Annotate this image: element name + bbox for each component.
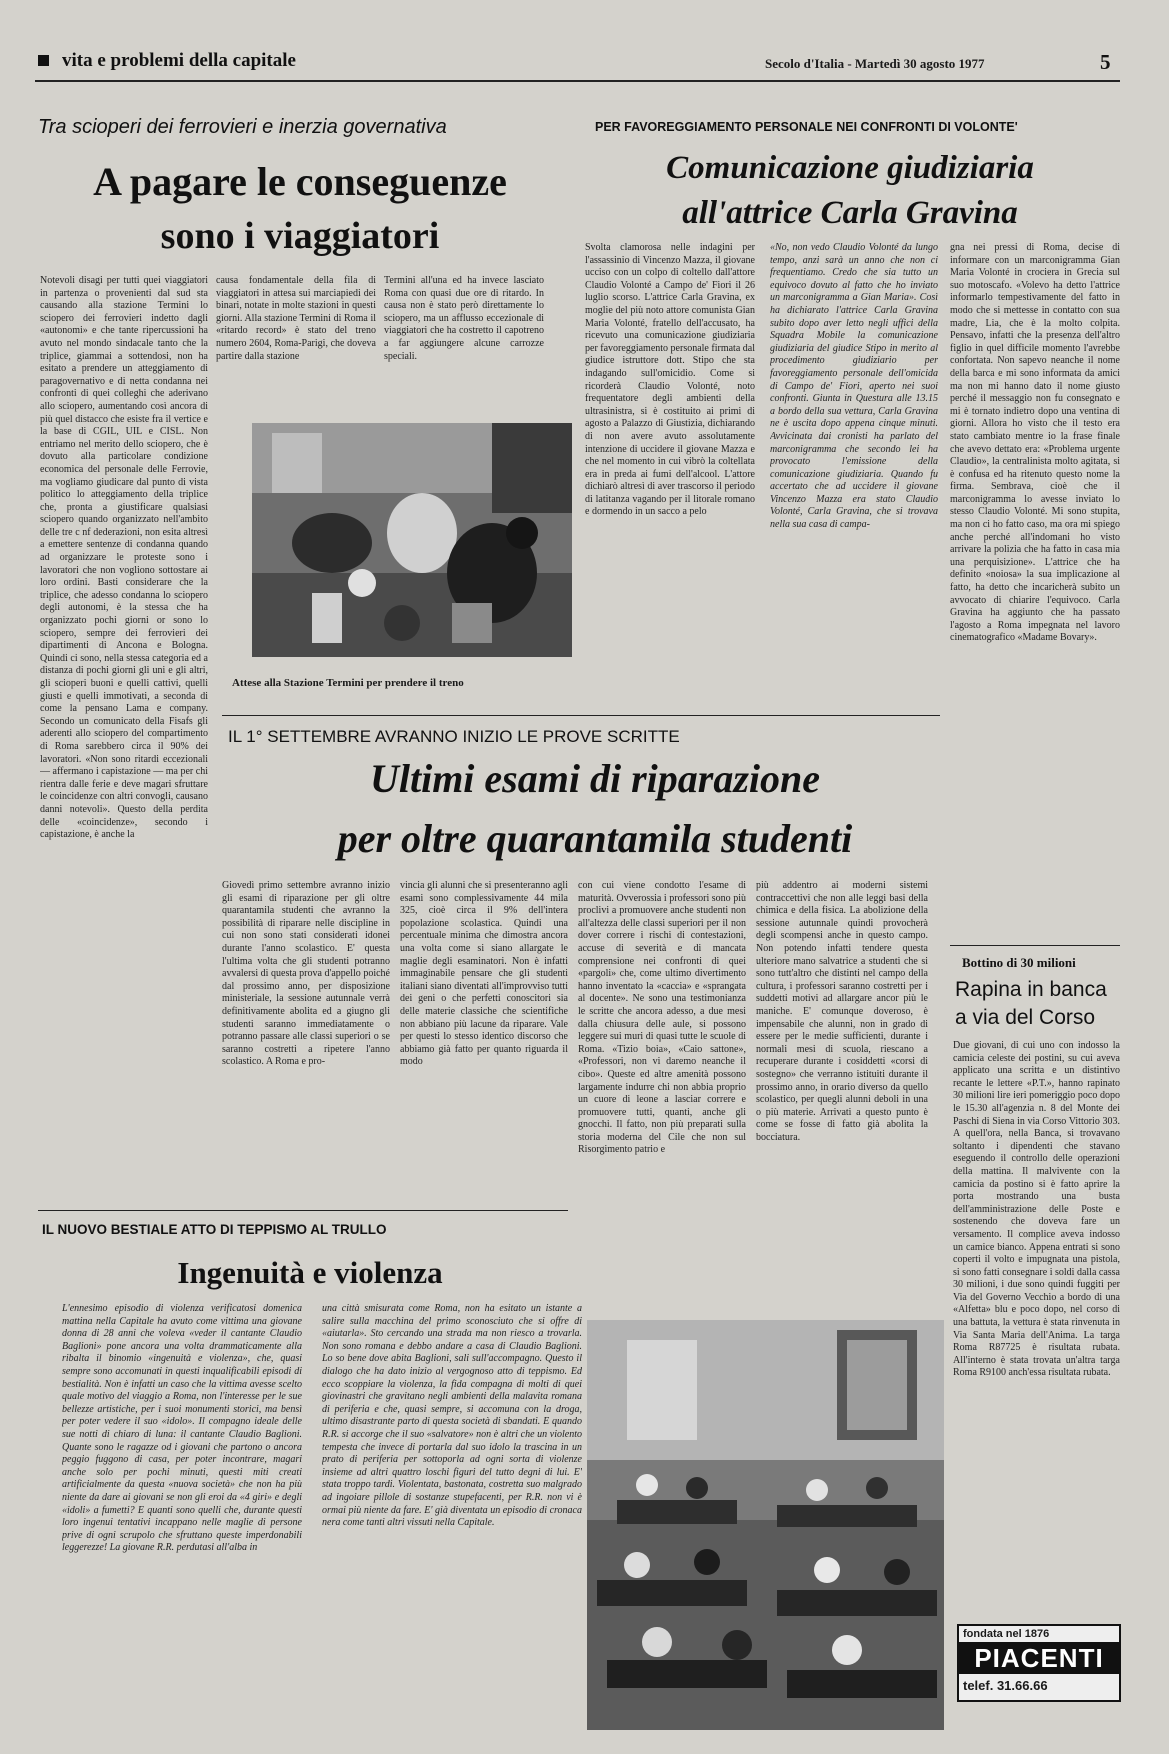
exams-col1: Giovedì primo settembre avranno inizio gli esami di riparazione per gli oltre quarantamila studenti che avranno la possibilità di riparare nelle discipline in cui non sono stati considerati idonei durante l'anno scolastico. E' questa l'ultima volta che gli studenti potranno avvalersi di questa prova d'appello poiché dal prossimo anno, per disposizione ministeriale, la sessione autunnale verrà definitivamente abolita ed a giugno gli studenti saranno immediatamente o potranno passare alle classi superiori o se saranno costretti a ripetere l'anno scolastico. A Roma e pro-: [222, 880, 390, 1068]
volonte-col3: gna nei pressi di Roma, decise di informare con un marconigramma Gian Maria Volonté in crociera in Grecia sul suo motoscafo. «Volevo ha detto l'attrice informarlo tempestivamente del fatto in modo che si mettesse in contatto con sua madre, Lia, che è la molto colpita. Pensavo, infatti che la presenza dell'altro figlio in quel difficile momento l'avrebbe confortata. Non sapevo neanche il nome della barca e mi sono informata da amici ma non mi hanno dato il nome giusto perché il messaggio non fu consegnato e mi è tornato indietro dopo una ventina di giorni. Allora ho visto che il testo era stato cambiato mentre io la frase finale che avevo dettato era: «Problema urgente Claudio», la centralinista molto agitata, si è confusa ed ha ritenuto questo nome la firma. Sembrava, cioè che il marconigramma lo avesse inviato lo stesso Claudio Volonté. Mi sono stupita, ma non ci ho fatto caso, ma ora mi spiego anche perché all'indomani ho visto arrivare la polizia che ha fatto in casa mia una perquisizione». L'attrice che ha definito «noiosa» la sua implicazione al fatto, ha detto che incaricherà subito un avvocato di chiarire l'equivoco. Carla Gravina ha aggiunto che ha passato l'agosto a Roma impegnata nel lavoro cinematografico «Madame Bovary».: [950, 242, 1120, 644]
trullo-top-rule: [38, 1210, 568, 1211]
exams-col3: con cui viene condotto l'esame di maturità. Ovverossia i professori sono più proclivi a promuovere anche studenti non all'altezza delle classi superiori per il non dover correre i rischi di contestazioni, accuse di severità e di mancata comprensione nei confronti di quei «pargoli» che, come ultimo divertimento hanno inventato la «caccia» e «sprangata al docente». Ne sono una testimonianza le scritte che ancora adesso, a due mesi dalla chiusura delle aule, si possono leggere sui muri di quasi tutte le scuole di Roma. «Tizio boia», «Caio sattone», «Professori, non vi daremo neanche il cibo». Queste ed altre amenità possono largamente indurre chi non abbia proprio un cuore di leone a lasciar correre e promuovere tutti, quanti, anche gli gnocchi. Il fatto, non più preparati sulla storia moderna del Cile che non sul Risorgimento patrio e: [578, 880, 746, 1156]
trains-title-line2: sono i viaggiatori: [160, 215, 440, 257]
volonte-kicker: PER FAVOREGGIAMENTO PERSONALE NEI CONFRONTI DI VOLONTE': [595, 120, 1018, 134]
trains-col1: Notevoli disagi per tutti quei viaggiatori in partenza o provenienti dal sud sta causando alla stazione Termini lo sciopero dei ferrovieri indetto dagli «autonomi» e che tante ripercussioni ha avuto nel mondo sindacale tanto che la triplice, giammai a sottendosi, non ha esitato a prendere un atteggiamento di paragovernativo e di netta condanna nei confronti di quei colleghi che aderivano allo sciopero, aumentando così ancora di più quel distacco che esiste fra il vertice e la base di CGIL, UIL e CISL. Non entriamo nel merito dello sciopero, che è dovuto alla particolare condizione economica del personale delle Ferrovie, ma vogliamo giudicare dal punto di vista politico lo atteggiamento della triplice che, pronta a giustificare qualsiasi sciopero quando organizzato nell'ambito delle tre c nf dederazioni, non esita altresì a emettere sentenze di condanna quando ad organizzare le proteste sono i lavoratori che non vogliono sottostare ai loro ordini. Basti considerare che la triplice, che adesso condanna lo sciopero degli autonomi, è la stessa che ha organizzato pochi giorni or sono lo sciopero, sempre dei ferrovieri dei dipartimenti di Ancona e Bologna. Quindi ci sono, nella stessa categoria ed a distanza di pochi giorni gli uni e gli altri, gli scioperi buoni e quelli cattivi, quelli giusti e quelli immotivati, a seconda di come la pensano Lama e company. Secondo un comunicato della Fisafs gli aderenti allo sciopero del compartimento di Roma sarebbero circa il 90% dei lavoratori. «Non sono ritardi eccezionali — affermano i capistazione — ma per chi rientra dalle ferie e deve magari sfruttare le coincidenze con altri convogli, causano danni notevoli». Questo della perdita delle «coincidenze», secondo i capistazione, è anche la: [40, 275, 208, 841]
exams-title-line2: per oltre quarantamila studenti: [337, 816, 853, 861]
volonte-title-line1: Comunicazione giudiziaria: [666, 150, 1034, 186]
exams-col4: più addentro ai moderni sistemi contraccettivi che non alle leggi basi della chimica e della fisica. La abolizione della sessione autunnale quindi provocherà degli scompensi anche in questo campo. Non potendo infatti tendere questa ulteriore mano salvatrice a studenti che si sono tutt'altro che distinti nel campo della cultura, i professori saranno costretti per i suddetti motivi ad allargare ancor più le maniche. E' comunque doveroso, è impensabile che alunni, non in grado di essere per le medie sufficienti, durante i normali mesi di scuola, riescano a recuperare durante i cosiddetti «corsi di sostegno» che verranno istituiti durante il prossimo anno, in orario diverso da quello scolastico, per quegli alunni deboli in una o più materie. Arrivati a questo punto è come se fosse di fatto già abolita la bocciatura.: [756, 880, 928, 1143]
trains-col2: causa fondamentale della fila di viaggiatori in attesa sui marciapiedi dei binari, notate in molte stazioni in questi giorni. Alla stazione Termini di Roma il «ritardo record» è stato del treno numero 2604, Roma-Parigi, che doveva partire dalla stazione: [216, 275, 376, 362]
exams-col2: vincia gli alunni che si presenteranno agli esami sono complessivamente 44 mila 325, cioè circa il 9% dell'intera popolazione scolastica. Quindi una percentuale minima che dimostra ancora una volta come si siano allargate le maglie degli esaminatori. Non è infatti immaginabile pensare che gli studenti italiani siano diventati all'improvviso tutti dei geni o che perfetti conoscitori sia delle materie classiche che scientifiche non abbiano più lacune da riparare. Vale per questi lo stesso identico discorso che abbiamo già fatto per quanto riguarda il modo: [400, 880, 568, 1068]
section-bullet: [38, 55, 49, 66]
volonte-col2: «No, non vedo Claudio Volonté da lungo tempo, anzi sarà un anno che non ci frequentiamo. Credo che sia tutto un equivoco dovuto al fatto che ho inviato un marconigramma a Gian Maria». Così ha dichiarato l'attrice Carla Gravina subito dopo aver letto negli uffici della Squadra Mobile la comunicazione giudiziaria del giudice Stipo in merito al procedimento giudiziario per favoreggiamento personale dell'omicida di Campo de' Fiori, aperto nei suoi confronti. Giunta in Questura alle 13.15 a bordo della sua vettura, Carla Gravina ne è uscita dopo appena cinque minuti. Avvicinata dai cronisti ha parlato del marconigramma che secondo lei ha provocato l'emissione della comunicazione giudiziaria. Quando fu accertato che ad uccidere il giovane Vincenzo Mazza era stato Claudio Volonté, Carla Gravina, che si trovava nella sua casa di campa-: [770, 242, 938, 531]
classroom-photo: [587, 1320, 944, 1730]
advert-name: PIACENTI: [959, 1642, 1119, 1674]
robbery-kicker: Bottino di 30 milioni: [962, 955, 1076, 970]
advert-phone: telef. 31.66.66: [963, 1678, 1048, 1693]
trains-kicker: Tra scioperi dei ferrovieri e inerzia governativa: [38, 116, 447, 138]
trullo-col2: una città smisurata come Roma, non ha esitato un istante a salire sulla macchina del primo sconosciuto che si offre di «aiutarla». Sto cercando una strada ma non riesco a trovarla. Non sono romana e debbo andare a casa di Claudio Baglioni. Lo so bene dove abita Baglioni, sali sull'accompagno. Questo il dialogo che ha dato inizio al vergognoso atto di teppismo. Ed ecco scoppiare la violenza, la fida compagna di molti di quei giovinastri che gravitano negli ambienti della malavita romana di periferia e che, quasi sempre, si accomuna con la droga, ultimo disastrante parto di questa società di sbandati. E quando R.R. si accorge che il suo «salvatore» non è altri che un violento tempesta che invece di portarla dal suo idolo la trascina in un prato di periferia per sottoporla ad ogni sorta di violenze insieme ad altri quattro loschi figuri del tutto degni di lui. E' stata troppo tardi. Violentata, bastonata, costretta suo malgrado ad ingoiare pillole di sostanze stupefacenti, per R.R. non vi è ormai più niente da fare. E' già diventata un episodio di cronaca nera come tanti altri vissuti nella Capitale.: [322, 1303, 582, 1529]
header-rule: [35, 80, 1120, 82]
advert-founded: fondata nel 1876: [963, 1628, 1050, 1640]
exams-top-rule: [222, 715, 940, 716]
exams-kicker: IL 1° SETTEMBRE AVRANNO INIZIO LE PROVE SCRITTE: [228, 727, 680, 746]
volonte-col1: Svolta clamorosa nelle indagini per l'assassinio di Vincenzo Mazza, il giovane ucciso con un colpo di coltello dall'attore Claudio Volonté a Campo de' Fiori il 26 luglio scorso. L'attrice Carla Gravina, ex moglie del più noto attore comunista Gian Maria Volonté, fratello dell'accusato, ha ricevuto una comunicazione giudiziaria per favoreggiamento personale firmata dal giudice istruttore dott. Stipo che sta indagando sull'omicidio. Come si ricorderà Claudio Volonté, noto frequentatore degli ambienti della ultrasinistra, si è costituito ai primi di agosto a Palazzo di Giustizia, dichiarando di non avere avuto assolutamente intenzione di uccidere il giovane Mazza e che nel momento in cui vibrò la coltellata era in preda ai fumi dell'alcool. L'attore dichiarò altresì di aver trascorso il periodo di latitanza vagando per il litorale romano e dormendo in un sacco a pelo: [585, 242, 755, 518]
exams-title-line1: Ultimi esami di riparazione: [369, 756, 821, 801]
trullo-kicker: IL NUOVO BESTIALE ATTO DI TEPPISMO AL TRULLO: [42, 1222, 387, 1237]
trains-title-line1: A pagare le conseguenze: [93, 159, 507, 204]
station-photo-caption: Attese alla Stazione Termini per prendere il treno: [232, 677, 464, 689]
robbery-col1: Due giovani, di cui uno con indosso la camicia celeste dei postini, su cui aveva applicato una scritta e un distintivo recante le lettere «P.T.», hanno rapinato 30 milioni lire ieri pomeriggio poco dopo le 15.30 all'agenzia n. 8 del Monte dei Paschi di Siena in via Corso Vittorio 303. A quell'ora, nella Banca, si trovavano soltanto i dipendenti che stavano eseguendo il controllo delle operazioni della mattina. Il malvivente con la camicia da postino si è fatto aprire la porta mostrando una busta dell'amministrazione delle Poste e sostenendo che doveva fare un versamento. Il complice aveva indosso un camice bianco. Appena entrati si sono coperti il volto e impugnata una pistola, si sono fatti consegnare i soldi dalla cassa 30 milioni, i due sono quindi fuggiti per Via del Governo Vecchio a bordo di una «Alfetta» blu e poco dopo, nel corso di una battuta, la vettura è stata rinvenuta in Via Santa Maria dell'Anima. La targa Roma R87725 è risultata rubata. All'interno è stata trovata un'altra targa Roma R9100 anch'essa risultata rubata.: [953, 1040, 1120, 1379]
piacenti-advert: [957, 1624, 1121, 1702]
masthead-date: Secolo d'Italia - Martedì 30 agosto 1977: [765, 56, 985, 71]
robbery-title-line2: a via del Corso: [955, 1006, 1096, 1029]
robbery-top-rule: [950, 945, 1120, 946]
station-photo-illustration: [252, 423, 572, 657]
trullo-col1: L'ennesimo episodio di violenza verificatosi domenica mattina nella Capitale ha avuto come vittima una giovane donna di 28 anni che voleva «veder il cantante Claudio Baglioni» pone ancora una volta drammaticamente alla ribalta il binomio «ingenuità e violenza», che, quasi sempre sono accomunati in questi inqualificabili episodi di bestialità. Non è infatti un caso che la vittima avesse scelto quale motivo del viaggio a Roma, non l'interesse per le sue bellezze artistiche, per i suoi monumenti storici, ma bensì per poter vedere il suo «idolo». Il compagno ideale delle sue notti di chiaro di luna: il cantante Claudio Baglioni. Quante sono le ragazze od i giovani che partono o ancora peggio fuggono di casa, per poter incontrare, magari anche solo per pochi minuti, questi miti creati artificialmente da questa «nuova società» che non ha più niente da dare ai giovani se non gli eroi da «4 giri» e degli «idoli» a fumetti? E quanti sono quelli che, durante questi loro ingenui tentativi incappano nelle maglie di persone prive di ogni scrupolo che sfruttano queste imperdonabili leggerezze! La giovane R.R. perdutasi all'alba in: [62, 1303, 302, 1554]
trullo-title: Ingenuità e violenza: [177, 1255, 443, 1290]
station-photo: [252, 423, 572, 657]
robbery-title-line1: Rapina in banca: [955, 978, 1107, 1001]
section-title: vita e problemi della capitale: [62, 50, 296, 71]
trains-col3: Termini all'una ed ha invece lasciato Roma con quasi due ore di ritardo. In causa non è stato però direttamente lo sciopero, ma un afflusso eccezionale di viaggiatori che ha costretto il capotreno a far aggiungere alcune carrozze speciali.: [384, 275, 544, 362]
volonte-title-line2: all'attrice Carla Gravina: [682, 195, 1018, 231]
page-number: 5: [1100, 50, 1111, 74]
classroom-photo-illustration: [587, 1320, 944, 1730]
